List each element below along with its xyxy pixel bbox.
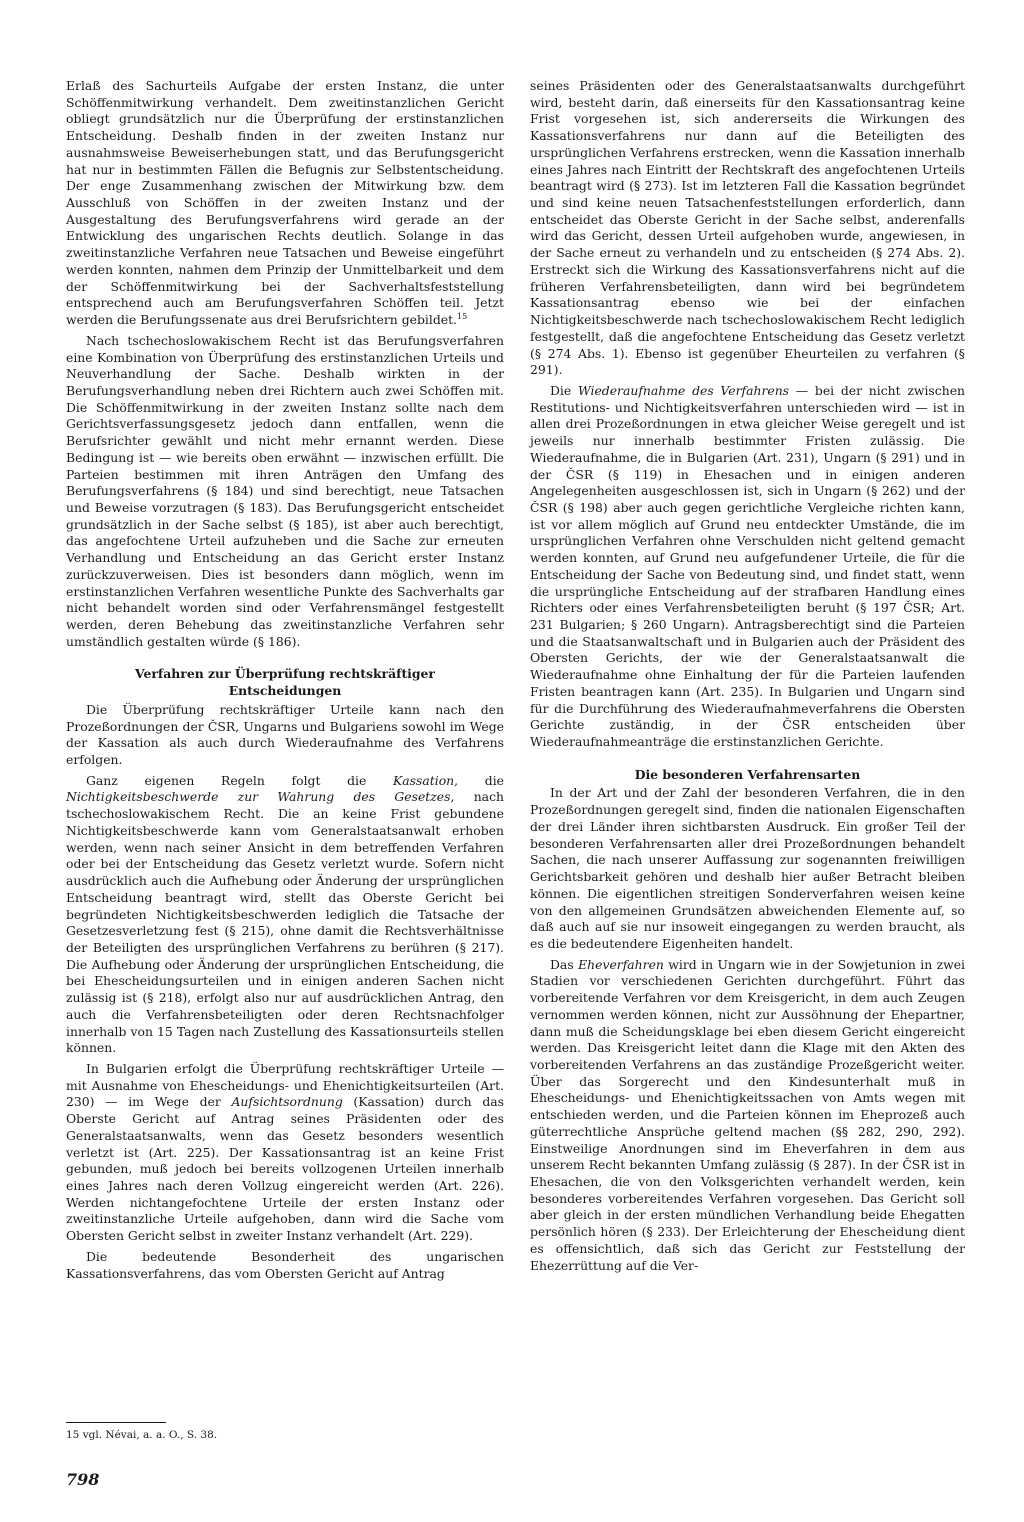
emphasis: Eheverfahren xyxy=(578,956,664,972)
paragraph: Die Wiederaufnahme des Verfahrens — bei der nicht zwischen Restitutions- und Nichtigkeitsverfahren unterschieden wird — ist in allen drei Prozeßordnungen in etwa gleicher Weise geregelt und ist jeweils nur innerhalb bestimmter Fristen zulässig. Die Wiederaufnahme, die in Bulgarien (Art. 231), Ungarn (§ 291) und in der ČSR (§ 119) in Ehesachen und in einigen anderen Angelegenheiten ausgeschlossen ist, sich in Ungarn (§ 262) und der ČSR (§ 198) aber auch gegen gerichtliche Vergleiche richten kann, ist vor allem möglich auf Grund neu entdeckter Umstände, die im ursprünglichen Verfahren ohne Verschulden nicht geltend gemacht werden konnten, auf Grund neu aufgefundener Urteile, die für die Entscheidung der Sache von Bedeutung sind, und findet statt, wenn die ursprüngliche Entscheidung auf der strafbaren Handlung eines Richters oder eines Verfahrensbeteiligten beruht (§ 197 ČSR; Art. 231 Bulgarien; § 260 Ungarn). Antragsberechtigt sind die Parteien und die Staatsanwaltschaft und in Bulgarien auch der Präsident des Obersten Gerichts, der wie der Generalstaatsanwalt die Wiederaufnahme ohne Einhaltung der für die Parteien laufenden Fristen beantragen kann (Art. 235). In Bulgarien und Ungarn sind für die Durchführung des Wiederaufnahmeverfahrens die Obersten Gerichte zuständig, in der ČSR entscheiden über Wiederaufnahmeanträge die erstinstanzlichen Gerichte. xyxy=(530,382,966,750)
paragraph: In der Art und der Zahl der besonderen Verfahren, die in den Prozeßordnungen geregelt sind, finden die nationalen Eigenschaften der drei Länder ihren sichtbarsten Ausdruck. Ein großer Teil der besonderen Verfahrensarten aller drei Prozeßordnungen behandelt Sachen, die nach unserer Auffassung zur sogenannten freiwilligen Gerichtsbarkeit gehören und deshalb hier außer Betracht bleiben können. Die eigentlichen streitigen Sonderverfahren weisen keine von den allgemeinen Grundsätzen abweichenden Elemente auf, so daß auch auf sie nur insoweit eingegangen zu werden braucht, als es die bedeutendere Eigenheiten handelt. xyxy=(530,785,965,951)
paragraph: Das Eheverfahren wird in Ungarn wie in der Sowjetunion in zwei Stadien vor verschiedenen Gerichten durchgeführt. Führt das vorbereitende Verfahren vor dem Kreisgericht, in dem auch Zeugen vernommen werden können, nicht zur Aussöhnung der Ehepartner, dann muß die Scheidungsklage bei eben diesem Gericht eingereicht werden. Das Kreisgericht leitet dann die Klage mit den Akten des vorbereitenden Verfahrens an das zuständige Prozeßgericht weiter. Über das Sorgerecht und den Kindesunterhalt muß in Ehescheidungs- und Ehenichtigkeitssachen von Amts wegen mit entschieden werden, und die Parteien können im Eheprozeß auch güterrechtliche Ansprüche geltend machen (§§ 282, 290, 292). Einstweilige Anordnungen sind im Eheverfahren in dem aus unserem Recht bekannten Umfang zulässig (§ 287). In der ČSR ist in Ehesachen, die von den Volksgerichten verhandelt werden, kein besonderes vorbereitendes Verfahren vorgesehen. Das Gericht soll aber gleich in der ersten mündlichen Verhandlung beide Ehegatten persönlich hören (§ 233). Der Erleichterung der Ehescheidung dient es offensichtlich, daß sich das Gericht zur Feststellung der Ehezerrüttung auf die Ver- xyxy=(530,956,966,1273)
left-column xyxy=(66,78,504,1282)
paragraph: Erlaß des Sachurteils Aufgabe der ersten Instanz, die unter Schöffenmitwirkung verhandelt. Dem zweitinstanzlichen Gericht obliegt grundsätzlich nur die Überprüfung der erstinstanzlichen Entscheidung. Deshalb finden in der zweiten Instanz nur ausnahmsweise Beweiserhebungen statt, und das Berufungsgericht hat nur in bestimmten Fällen die Befugnis zur Selbstentscheidung. Der enge Zusammenhang zwischen der Mitwirkung bzw. dem Ausschluß von Schöffen in der zweiten Instanz und der Ausgestaltung des Berufungsverfahrens wird gerade an der Entwicklung des ungarischen Rechts deutlich. Solange in das zweitinstanzliche Verfahren neue Tatsachen und Beweise eingeführt werden konnten, nahmen dem Prinzip der Unmittelbarkeit und dem der Schöffenmitwirkung bei der Sachverhaltsfeststellung entsprechend auch am Berufungsverfahren Schöffen teil. Jetzt werden die Berufungssenate aus drei Berufsrichtern gebildet.$^{15}$ xyxy=(66,78,504,328)
paragraph: Die bedeutende Besonderheit des ungarischen Kassationsverfahrens, das vom Obersten Gericht auf Antrag xyxy=(66,1248,504,1281)
footnote-divider xyxy=(66,1422,166,1423)
page-number: 798 xyxy=(66,1470,100,1489)
paragraph: Die Überprüfung rechtskräftiger Urteile kann nach den Prozeßordnungen der ČSR, Ungarns und Bulgariens sowohl im Wege der Kassation als auch durch Wiederaufnahme des Verfahrens erfolgen. xyxy=(66,701,504,768)
paragraph: seines Präsidenten oder des Generalstaatsanwalts durchgeführt wird, besteht darin, daß einerseits für den Kassationsantrag keine Frist vorgesehen ist, sich andererseits die Wirkungen des Kassationsverfahrens nur dann auf die Beteiligten des ursprünglichen Verfahrens erstrecken, wenn die Kassation innerhalb eines Jahres nach Eintritt der Rechtskraft des angefochtenen Urteils beantragt wird (§ 273). Ist im letzteren Fall die Kassation begründet und sind keine neuen Tatsachenfeststellungen erforderlich, dann entscheidet das Oberste Gericht in der Sache selbst, anderenfalls wird das Gericht, dessen Urteil aufgehoben wurde, angewiesen, in der Sache erneut zu verhandeln und zu entscheiden (§ 274 Abs. 2). Erstreckt sich die Wirkung des Kassationsverfahrens nicht auf die früheren Verfahrensbeteiligten, dann wird bei begründetem Kassationsantrag ebenso wie bei der einfachen Nichtigkeitsbeschwerde nach tschechoslowakischem Recht lediglich festgestellt, daß die angefochtene Entscheidung das Gesetz verletzt (§ 274 Abs. 1). Ebenso ist gegenüber Eheurteilen zu verfahren (§ 291). xyxy=(530,78,965,378)
section-heading: Die besonderen Verfahrensarten xyxy=(634,766,861,782)
emphasis: Wiederaufnahme des Verfahrens xyxy=(577,382,790,398)
right-column xyxy=(530,78,965,1274)
section-heading: Verfahren zur Überprüfung rechtskräftiger Entscheidungen xyxy=(135,666,435,699)
footnote: 15 vgl. Névai, a. a. O., S. 38. xyxy=(66,1429,218,1441)
paragraph: Ganz eigenen Regeln folgt die Kassation, die Nichtigkeitsbeschwerde zur Wahrung des Gesetzes, nach tschechoslowakischem Recht. Die an keine Frist gebundene Nichtigkeitsbeschwerde kann vom Generalstaatsanwalt erhoben werden, wenn nach seiner Ansicht in dem betreffenden Verfahren oder bei der Entscheidung das Gesetz verletzt wurde. Sofern nicht ausdrücklich auch die Aufhebung oder Änderung der ursprünglichen Entscheidung beantragt wird, stellt das Oberste Gericht bei begründeten Nichtigkeitsbeschwerden lediglich die Tatsache der Gesetzesverletzung fest (§ 215), ohne damit die Rechtsverhältnisse der Beteiligten des ursprünglichen Verfahrens zu berühren (§ 217). Die Aufhebung oder Änderung der ursprünglichen Entscheidung, die bei Ehescheidungsurteilen und in einigen anderen Sachen nicht zulässig ist (§ 218), erfolgt also nur auf ausdrücklichen Antrag, den auch die Verfahrensbeteiligten oder deren Rechtsnachfolger innerhalb von 15 Tagen nach Zustellung des Kassationsurteils stellen können. xyxy=(66,772,504,1056)
footnote-reference: 15 xyxy=(457,311,468,321)
paragraph: In Bulgarien erfolgt die Überprüfung rechtskräftiger Urteile — mit Ausnahme von Ehescheidungs- und Ehenichtigkeitsurteilen (Art. 230) — im Wege der Aufsichtsordnung (Kassation) durch das Oberste Gericht auf Antrag seines Präsidenten oder des Generalstaatsanwalts, wenn das Gesetz besonders wesentlich verletzt ist (Art. 225). Der Kassationsantrag ist an keine Frist gebunden, muß jedoch bei bereits vollzogenen Urteilen innerhalb eines Jahres nach deren Vollzug eingereicht werden (Art. 226). Werden nichtangefochtene Urteile der ersten Instanz oder zweitinstanzliche Urteile aufgehoben, dann wird die Sache vom Obersten Gericht selbst in zweiter Instanz verhandelt (Art. 229). xyxy=(66,1060,504,1244)
emphasis: Kassation xyxy=(393,772,455,788)
emphasis: Nichtigkeitsbeschwerde zur Wahrung des Gesetzes xyxy=(66,789,451,805)
paragraph: Nach tschechoslowakischem Recht ist das Berufungsverfahren eine Kombination von Überprüfung des erstinstanzlichen Urteils und Neuverhandlung der Sache. Deshalb wirkten in der Berufungsverhandlung neben drei Richtern auch zwei Schöffen mit. Die Schöffenmitwirkung in der zweiten Instanz sollte nach dem Gerichtsverfassungsgesetz jedoch dann entfallen, wenn die Berufsrichter gewählt und nicht mehr ernannt werden. Diese Bedingung ist — wie bereits oben erwähnt — inzwischen erfüllt. Die Parteien bestimmen mit ihren Anträgen den Umfang des Berufungsverfahrens (§ 184) und sind berechtigt, neue Tatsachen und Beweise vorzutragen (§ 183). Das Berufungsgericht entscheidet grundsätzlich in der Sache selbst (§ 185), ist aber auch berechtigt, das angefochtene Urteil aufzuheben und die Sache zur erneuten Verhandlung und Entscheidung an das Gericht erster Instanz zurückzuverweisen. Dies ist besonders dann möglich, wenn im erstinstanzlichen Verfahren wesentliche Punkte des Sachverhalts gar nicht behandelt worden sind oder Verfahrensmängel festgestellt werden, deren Behebung das zweitinstanzliche Verfahren sehr umständlich gestalten würde (§ 186). xyxy=(66,332,504,649)
emphasis: Aufsichtsordnung xyxy=(231,1094,343,1110)
